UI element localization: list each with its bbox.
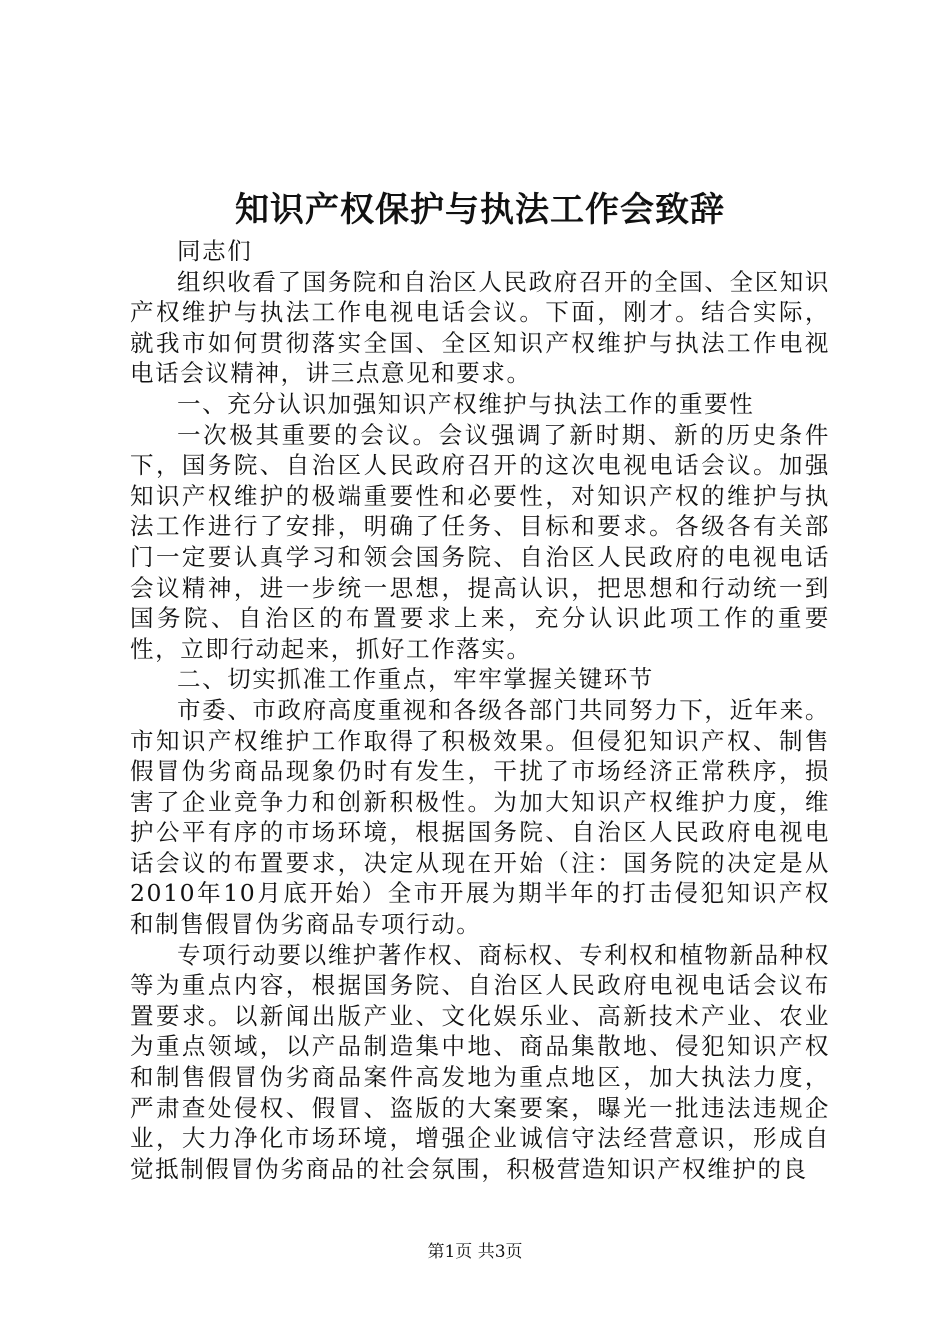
document-page bbox=[130, 0, 830, 1344]
page-footer bbox=[0, 1240, 950, 1264]
paragraph-section-1: 一次极其重要的会议。会议强调了新时期、新的历史条件下，国务院、自治区人民政府召开的这次电视电话会议。加强知识产权维护的极端重要性和必要性，对知识产权的维护与执法工作进行了安排，明确了任务、目标和要求。各级各有关部门一定要认真学习和领会国务院、自治区人民政府的电视电话会议精神，进一步统一思想，提高认识，把思想和行动统一到国务院、自治区的布置要求上来，充分认识此项工作的重要性，立即行动起来，抓好工作落实。 bbox=[130, 420, 830, 663]
paragraph-section-2b: 专项行动要以维护著作权、商标权、专利权和植物新品种权等为重点内容，根据国务院、自治区人民政府电视电话会议布置要求。以新闻出版产业、文化娱乐业、高新技术产业、农业为重点领域，以产品制造集中地、商品集散地、侵犯知识产权和制售假冒伪劣商品案件高发地为重点地区，加大执法力度，严肃查处侵权、假冒、盗版的大案要案，曝光一批违法违规企业，大力净化市场环境，增强企业诚信守法经营意识，形成自觉抵制假冒伪劣商品的社会氛围，积极营造知识产权维护的良 bbox=[130, 940, 830, 1183]
salutation: 同志们 bbox=[177, 237, 253, 265]
paragraph-intro: 组织收看了国务院和自治区人民政府召开的全国、全区知识产权维护与执法工作电视电话会议。下面，刚才。结合实际，就我市如何贯彻落实全国、全区知识产权维护与执法工作电视电话会议精神，讲三点意见和要求。 bbox=[130, 267, 830, 388]
section-heading-2: 二、切实抓准工作重点，牢牢掌握关键环节 bbox=[177, 665, 654, 694]
document-title: 知识产权保护与执法工作会致辞 bbox=[235, 190, 725, 230]
paragraph-section-2a: 市委、市政府高度重视和各级各部门共同努力下，近年来。市知识产权维护工作取得了积极效果。但侵犯知识产权、制售假冒伪劣商品现象仍时有发生，干扰了市场经济正常秩序，损害了企业竞争力和创新积极性。为加大知识产权维护力度，维护公平有序的市场环境，根据国务院、自治区人民政府电视电话会议的布置要求，决定从现在开始（注：国务院的决定是从2010年10月底开始）全市开展为期半年的打击侵犯知识产权和制售假冒伪劣商品专项行动。 bbox=[130, 695, 830, 939]
document-body bbox=[130, 236, 830, 1184]
page-indicator: 第1页 共3页 bbox=[427, 1242, 523, 1262]
section-heading-1: 一、充分认识加强知识产权维护与执法工作的重要性 bbox=[177, 389, 755, 418]
